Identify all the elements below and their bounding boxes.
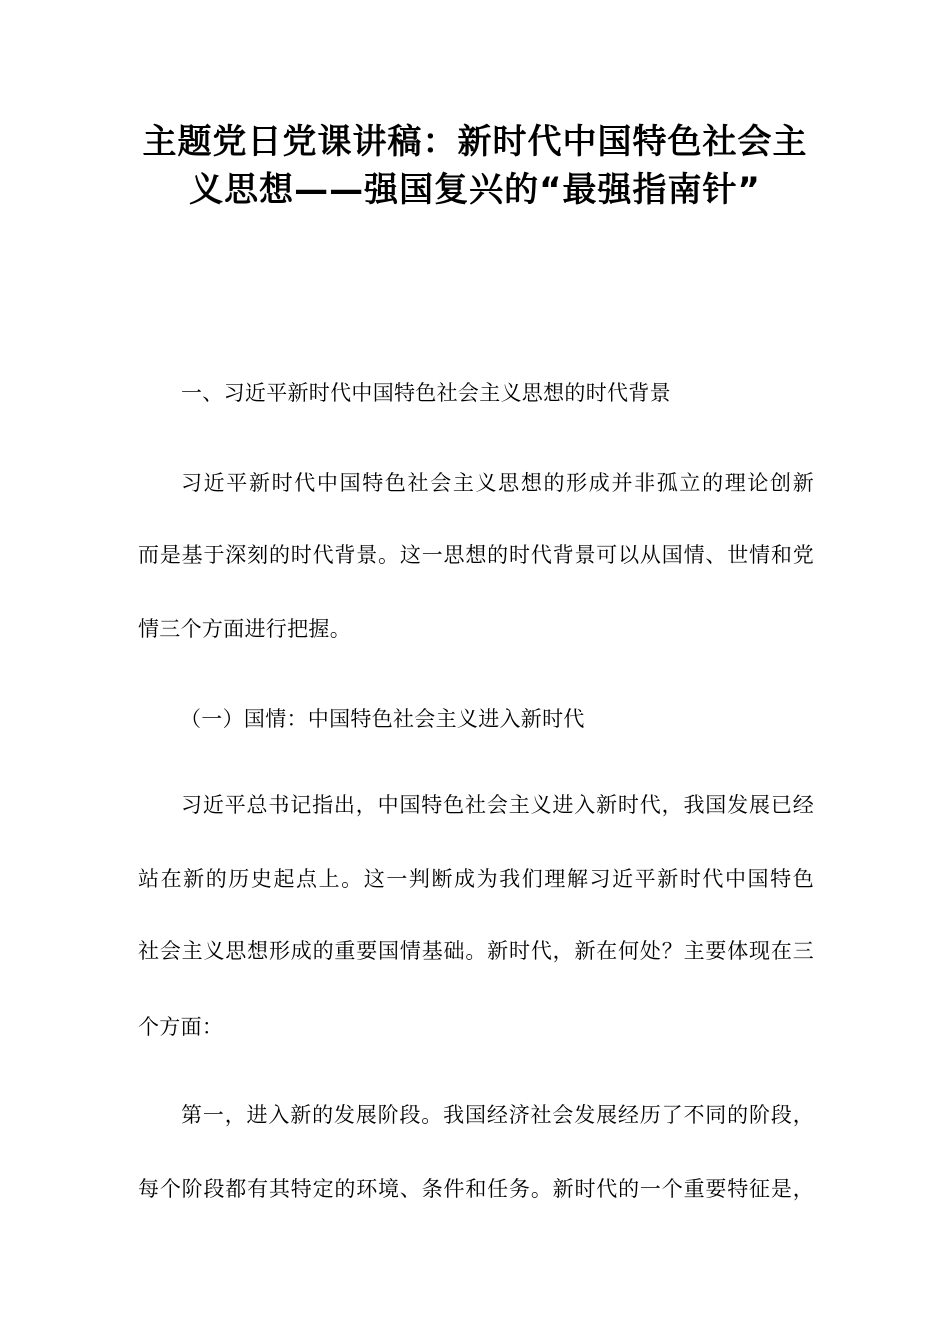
paragraph2-line-4: 个方面： (138, 1015, 224, 1039)
paragraph1-line-2: 而是基于深刻的时代背景。这一思想的时代背景可以从国情、世情和党 (138, 543, 814, 567)
paragraph2-line-2: 站在新的历史起点上。这一判断成为我们理解习近平新时代中国特色 (138, 867, 814, 891)
section-heading: 一、习近平新时代中国特色社会主义思想的时代背景 (181, 381, 671, 405)
subsection-heading: （一）国情：中国特色社会主义进入新时代 (180, 707, 585, 731)
paragraph2-line-1: 习近平总书记指出，中国特色社会主义进入新时代，我国发展已经 (181, 793, 814, 817)
paragraph1-line-1: 习近平新时代中国特色社会主义思想的形成并非孤立的理论创新 (181, 471, 814, 495)
document-title-line-1: 主题党日党课讲稿：新时代中国特色社会主 (142, 122, 808, 162)
paragraph2-line-3: 社会主义思想形成的重要国情基础。新时代，新在何处？主要体现在三 (138, 939, 814, 963)
paragraph3-line-2: 每个阶段都有其特定的环境、条件和任务。新时代的一个重要特征是， (138, 1177, 814, 1201)
document-title-line-2: 义思想——强国复兴的“最强指南针” (189, 170, 761, 210)
paragraph3-line-1: 第一，进入新的发展阶段。我国经济社会发展经历了不同的阶段， (181, 1103, 814, 1127)
paragraph1-line-3: 情三个方面进行把握。 (138, 617, 351, 641)
